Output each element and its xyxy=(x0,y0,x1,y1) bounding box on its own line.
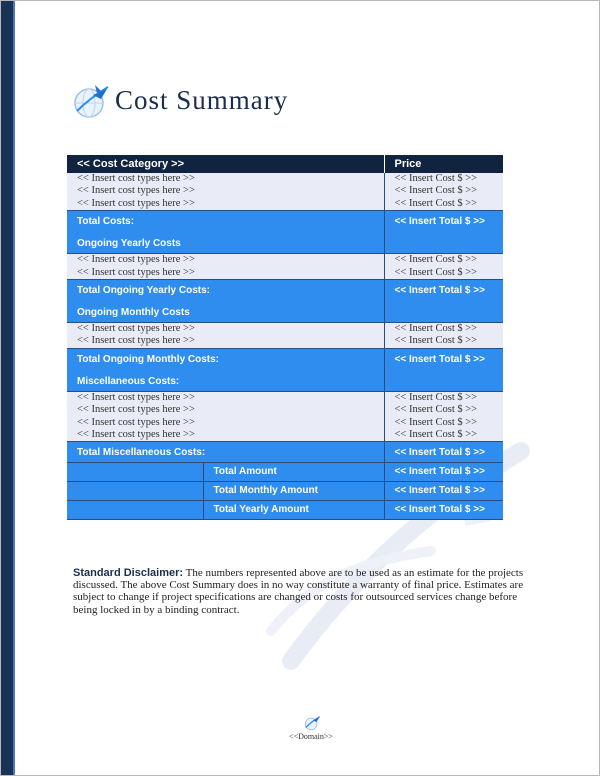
cost-prices-cell xyxy=(384,254,503,280)
footer-logo-icon xyxy=(303,714,321,732)
cost-price-line: << Insert Cost $ >> xyxy=(394,254,478,266)
cost-type-line: << Insert cost types here >> xyxy=(77,266,195,278)
cost-type-line: << Insert cost types here >> xyxy=(77,173,195,184)
left-accent-bar xyxy=(1,1,13,775)
disclaimer xyxy=(73,567,533,616)
cost-price-line: << Insert Cost $ >> xyxy=(394,173,478,184)
cost-price-line: << Insert Cost $ >> xyxy=(394,404,478,416)
price-header: Price xyxy=(384,155,503,173)
cost-summary-table xyxy=(67,155,503,520)
summary-row xyxy=(67,501,503,520)
section-total-row xyxy=(67,348,503,391)
globe-airplane-icon xyxy=(71,81,111,121)
section-next-heading xyxy=(77,458,374,462)
cost-types-cell xyxy=(67,391,384,442)
table-header-row xyxy=(67,155,503,173)
summary-empty-cell xyxy=(67,501,203,520)
page-title: Cost Summary xyxy=(115,85,289,115)
section-next-heading: Miscellaneous Costs: xyxy=(77,375,180,387)
cost-price-line: << Insert Cost $ >> xyxy=(394,185,478,197)
cost-items-row xyxy=(67,254,503,280)
section-total-label: Total Costs: xyxy=(77,216,135,228)
section-total-value-cell xyxy=(384,280,503,323)
section-total-value: << Insert Total $ >> xyxy=(394,216,485,228)
cost-price-line: << Insert Cost $ >> xyxy=(394,429,478,441)
cost-price-line: << Insert Cost $ >> xyxy=(394,323,478,335)
cost-type-line: << Insert cost types here >> xyxy=(77,254,195,266)
section-total-value-cell xyxy=(384,348,503,391)
section-total-label-cell xyxy=(67,280,384,323)
summary-value: << Insert Total $ >> xyxy=(384,482,503,501)
cost-type-line: << Insert cost types here >> xyxy=(77,429,195,441)
cost-items-row xyxy=(67,323,503,349)
section-total-label-cell xyxy=(67,211,384,254)
section-total-label: Total Ongoing Yearly Costs: xyxy=(77,285,210,297)
cost-type-line: << Insert cost types here >> xyxy=(77,197,195,209)
summary-empty-cell xyxy=(67,482,203,501)
cost-price-line: << Insert Cost $ >> xyxy=(394,335,478,347)
cost-types-cell xyxy=(67,323,384,349)
summary-label: Total Amount xyxy=(203,463,384,482)
disclaimer-text: The numbers represented above are to be used as an estimate for the projects discussed. The above Cost Summary does in no way constitute a warranty of final price. Estimates are subject to change if project specifications are changed or costs for outsourced services change before being locked in by a binding contract. xyxy=(73,567,524,616)
section-total-row xyxy=(67,211,503,254)
section-total-value: << Insert Total $ >> xyxy=(394,285,485,297)
cost-type-line: << Insert cost types here >> xyxy=(77,416,195,428)
cost-type-line: << Insert cost types here >> xyxy=(77,335,195,347)
section-total-label: Total Miscellaneous Costs: xyxy=(77,447,206,459)
disclaimer-lead: Standard Disclaimer: xyxy=(73,567,184,579)
summary-row xyxy=(67,482,503,501)
section-total-row xyxy=(67,280,503,323)
cost-items-row xyxy=(67,391,503,442)
summary-row xyxy=(67,463,503,482)
cost-price-line: << Insert Cost $ >> xyxy=(394,266,478,278)
summary-label: Total Yearly Amount xyxy=(203,501,384,520)
section-total-value: << Insert Total $ >> xyxy=(394,353,485,365)
cost-price-line: << Insert Cost $ >> xyxy=(394,391,478,403)
footer-domain: <<Domain>> xyxy=(289,732,333,741)
section-total-row xyxy=(67,442,503,463)
cost-items-row xyxy=(67,173,503,211)
cost-type-line: << Insert cost types here >> xyxy=(77,404,195,416)
section-total-label-cell xyxy=(67,348,384,391)
section-next-heading: Ongoing Yearly Costs xyxy=(77,238,181,250)
summary-empty-cell xyxy=(67,463,203,482)
cost-type-line: << Insert cost types here >> xyxy=(77,323,195,335)
cost-type-line: << Insert cost types here >> xyxy=(77,391,195,403)
summary-value: << Insert Total $ >> xyxy=(384,463,503,482)
cost-type-line: << Insert cost types here >> xyxy=(77,185,195,197)
section-total-value-cell xyxy=(384,442,503,463)
left-accent-stripe xyxy=(13,1,15,775)
cost-prices-cell xyxy=(384,391,503,442)
cost-category-header: << Cost Category >> xyxy=(67,155,384,173)
summary-value: << Insert Total $ >> xyxy=(384,501,503,520)
cost-price-line: << Insert Cost $ >> xyxy=(394,197,478,209)
section-total-value: << Insert Total $ >> xyxy=(394,447,485,459)
section-total-label-cell xyxy=(67,442,384,463)
cost-price-line: << Insert Cost $ >> xyxy=(394,416,478,428)
cost-prices-cell xyxy=(384,323,503,349)
section-total-label: Total Ongoing Monthly Costs: xyxy=(77,353,220,365)
cost-prices-cell xyxy=(384,173,503,211)
section-total-value-cell xyxy=(384,211,503,254)
section-next-heading: Ongoing Monthly Costs xyxy=(77,307,190,319)
cost-types-cell xyxy=(67,254,384,280)
summary-label: Total Monthly Amount xyxy=(203,482,384,501)
cost-types-cell xyxy=(67,173,384,211)
